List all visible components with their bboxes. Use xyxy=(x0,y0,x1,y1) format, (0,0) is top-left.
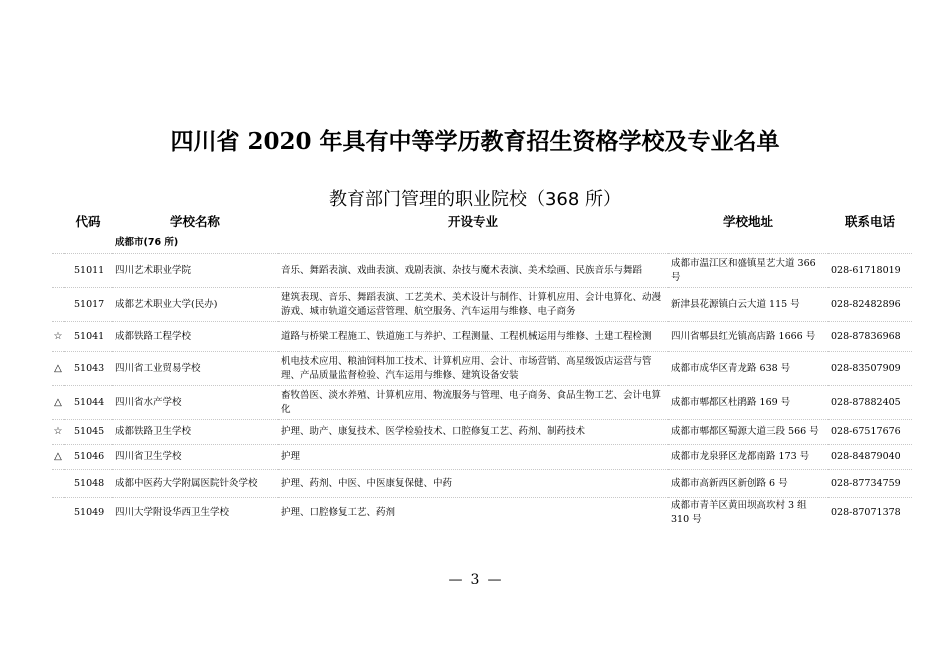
row-code: 51046 xyxy=(64,445,112,470)
row-mark: △ xyxy=(52,445,64,470)
table-body xyxy=(52,233,912,528)
row-code: 51041 xyxy=(64,322,112,352)
row-majors: 护理 xyxy=(278,445,668,470)
header-school: 学校名称 xyxy=(169,214,220,229)
page-dash-left: — xyxy=(448,572,463,588)
table-row xyxy=(52,352,912,386)
row-mark xyxy=(52,254,64,288)
city-group-row xyxy=(52,233,912,254)
header-mark xyxy=(52,209,64,233)
row-code: 51011 xyxy=(64,254,112,288)
row-school: 四川大学附设华西卫生学校 xyxy=(112,498,278,529)
page-number xyxy=(0,572,950,588)
row-address: 成都市成华区青龙路 638 号 xyxy=(668,352,828,386)
row-school: 成都艺术职业大学(民办) xyxy=(112,288,278,322)
header-phone: 联系电话 xyxy=(844,214,895,229)
row-majors: 建筑表现、音乐、舞蹈表演、工艺美术、美术设计与制作、计算机应用、会计电算化、动漫游戏、城市轨道交通运营管理、航空服务、汽车运用与维修、电子商务 xyxy=(278,288,668,322)
row-address: 成都市高新西区新创路 6 号 xyxy=(668,470,828,498)
row-school: 四川省工业贸易学校 xyxy=(112,352,278,386)
row-mark: △ xyxy=(52,352,64,386)
page-dash-right: — xyxy=(487,572,502,588)
row-majors: 护理、药剂、中医、中医康复保健、中药 xyxy=(278,470,668,498)
row-phone: 028-87734759 xyxy=(828,470,912,498)
row-mark: ☆ xyxy=(52,322,64,352)
row-code: 51045 xyxy=(64,420,112,445)
city-group-label: 成都市(76 所) xyxy=(115,237,179,248)
row-school: 四川省卫生学校 xyxy=(112,445,278,470)
row-school: 成都铁路工程学校 xyxy=(112,322,278,352)
row-code: 51043 xyxy=(64,352,112,386)
row-address: 四川省郫县红光镇高店路 1666 号 xyxy=(668,322,828,352)
row-mark xyxy=(52,498,64,529)
table-row xyxy=(52,420,912,445)
row-phone: 028-87882405 xyxy=(828,386,912,420)
row-phone: 028-67517676 xyxy=(828,420,912,445)
row-phone: 028-84879040 xyxy=(828,445,912,470)
table-row xyxy=(52,445,912,470)
row-address: 成都市龙泉驿区龙都南路 173 号 xyxy=(668,445,828,470)
row-address: 成都市郫都区杜鹃路 169 号 xyxy=(668,386,828,420)
row-majors: 机电技术应用、粮油饲料加工技术、计算机应用、会计、市场营销、高星级饭店运营与管理、产品质量监督检验、汽车运用与维修、建筑设备安装 xyxy=(278,352,668,386)
row-phone: 028-82482896 xyxy=(828,288,912,322)
row-majors: 护理、口腔修复工艺、药剂 xyxy=(278,498,668,529)
row-phone: 028-61718019 xyxy=(828,254,912,288)
table-row xyxy=(52,254,912,288)
table-row xyxy=(52,288,912,322)
row-mark: ☆ xyxy=(52,420,64,445)
row-school: 四川艺术职业学院 xyxy=(112,254,278,288)
page-number-value: 3 xyxy=(470,572,480,588)
row-majors: 护理、助产、康复技术、医学检验技术、口腔修复工艺、药剂、制药技术 xyxy=(278,420,668,445)
row-school: 成都中医药大学附属医院针灸学校 xyxy=(112,470,278,498)
table-row xyxy=(52,470,912,498)
row-mark: △ xyxy=(52,386,64,420)
table-header-row xyxy=(52,209,912,233)
header-code: 代码 xyxy=(75,214,101,229)
row-address: 成都市青羊区黄田坝高坎村 3 组 310 号 xyxy=(668,498,828,529)
row-mark xyxy=(52,288,64,322)
row-phone: 028-87836968 xyxy=(828,322,912,352)
row-phone: 028-83507909 xyxy=(828,352,912,386)
row-mark xyxy=(52,470,64,498)
section-subtitle: 教育部门管理的职业院校（368 所） xyxy=(328,189,622,210)
row-code: 51048 xyxy=(64,470,112,498)
row-phone: 028-87071378 xyxy=(828,498,912,529)
header-address: 学校地址 xyxy=(722,214,773,229)
row-address: 成都市郫都区蜀源大道三段 566 号 xyxy=(668,420,828,445)
row-code: 51017 xyxy=(64,288,112,322)
table-row xyxy=(52,386,912,420)
row-majors: 畜牧兽医、淡水养殖、计算机应用、物流服务与管理、电子商务、食品生物工艺、会计电算化 xyxy=(278,386,668,420)
school-table xyxy=(52,209,912,528)
row-code: 51044 xyxy=(64,386,112,420)
row-code: 51049 xyxy=(64,498,112,529)
header-majors: 开设专业 xyxy=(447,214,498,229)
row-address: 成都市温江区和盛镇星艺大道 366 号 xyxy=(668,254,828,288)
row-majors: 音乐、舞蹈表演、戏曲表演、戏剧表演、杂技与魔术表演、美术绘画、民族音乐与舞蹈 xyxy=(278,254,668,288)
table-row xyxy=(52,322,912,352)
table-row xyxy=(52,498,912,529)
document-title: 四川省 2020 年具有中等学历教育招生资格学校及专业名单 xyxy=(170,128,780,155)
row-school: 成都铁路卫生学校 xyxy=(112,420,278,445)
row-address: 新津县花源镇白云大道 115 号 xyxy=(668,288,828,322)
row-majors: 道路与桥梁工程施工、铁道施工与养护、工程测量、工程机械运用与维修、土建工程检测 xyxy=(278,322,668,352)
row-school: 四川省水产学校 xyxy=(112,386,278,420)
